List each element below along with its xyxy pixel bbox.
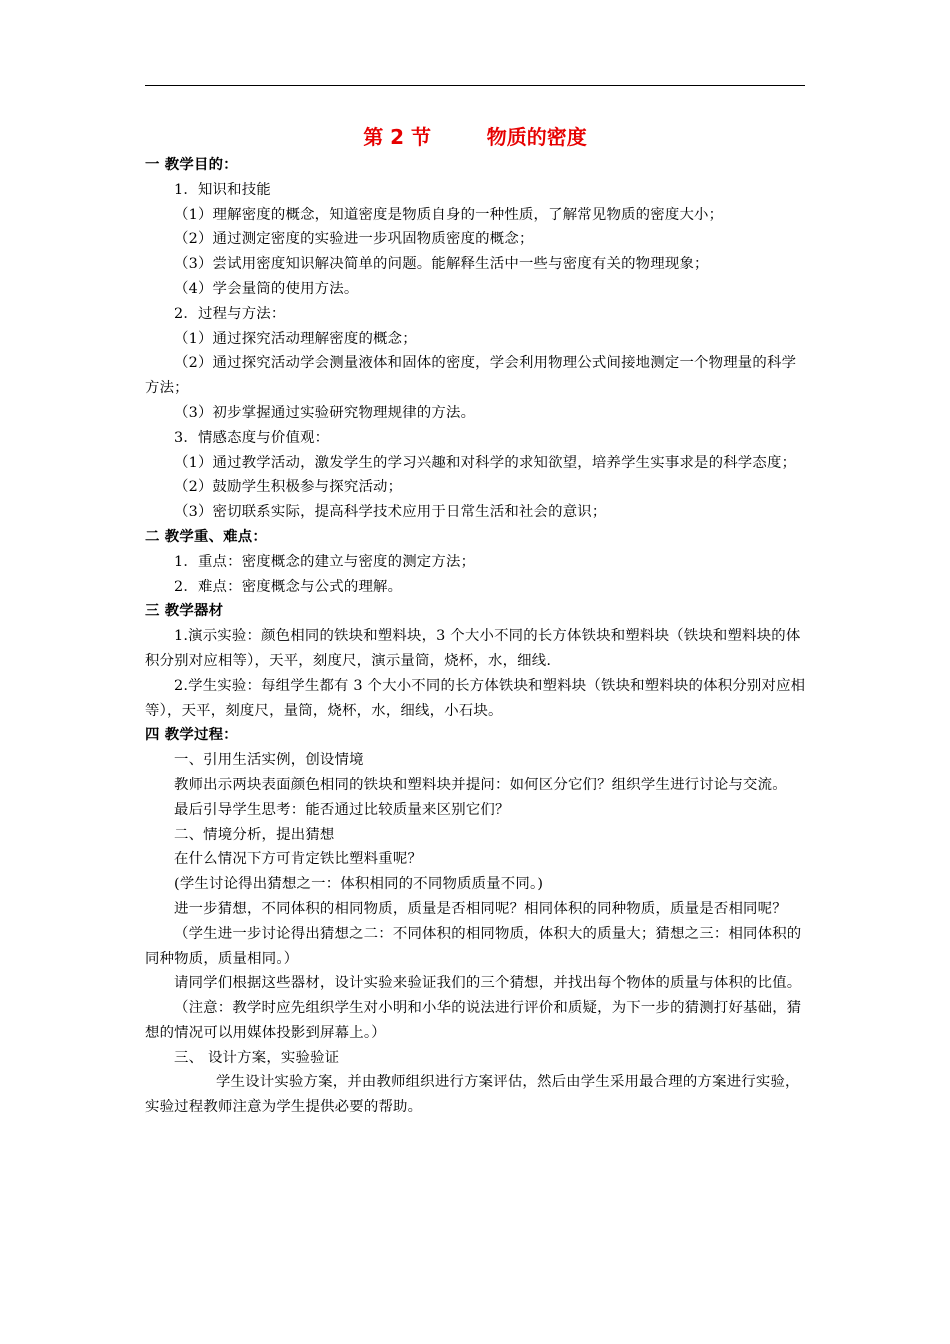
- paragraph: （注意：教学时应先组织学生对小明和小华的说法进行评价和质疑，为下一步的猜测打好基础，猜想的情况可以用媒体投影到屏幕上。）: [145, 1000, 802, 1041]
- paragraph: 1．重点：密度概念的建立与密度的测定方法；: [174, 553, 476, 570]
- paragraph: 3．情感态度与价值观：: [174, 429, 330, 446]
- section-heading: 一 教学目的：: [145, 157, 238, 173]
- paragraph: 2．过程与方法：: [174, 305, 286, 322]
- paragraph: 三、 设计方案，实验验证: [174, 1049, 340, 1066]
- section-heading: 二 教学重、难点：: [145, 528, 267, 545]
- paragraph: 二、情境分析，提出猜想: [174, 826, 335, 843]
- paragraph: （3）尝试用密度知识解决简单的问题。能解释生活中一些与密度有关的物理现象；: [174, 256, 709, 273]
- paragraph: （3）初步掌握通过实验研究物理规律的方法。: [174, 404, 476, 421]
- paragraph: (学生讨论得出猜想之一：体积相同的不同物质质量不同。): [174, 876, 544, 893]
- paragraph: 2．难点：密度概念与公式的理解。: [174, 578, 403, 595]
- paragraph: （2）鼓励学生积极参与探究活动；: [174, 479, 403, 496]
- paragraph: 请同学们根据这些器材，设计实验来验证我们的三个猜想，并找出每个物体的质量与体积的比值。: [174, 975, 802, 992]
- paragraph: （2）通过探究活动学会测量液体和固体的密度，学会利用物理公式间接地测定一个物理量的科学方法；: [145, 355, 797, 397]
- header-rule: [145, 85, 805, 86]
- section-heading: 四 教学过程：: [145, 727, 238, 744]
- paragraph: 学生设计实验方案，并由教师组织进行方案评估，然后由学生采用最合理的方案进行实验，实验过程教师注意为学生提供必要的帮助。: [145, 1074, 800, 1116]
- paragraph: （1）通过教学活动，激发学生的学习兴趣和对科学的求知欲望，培养学生实事求是的科学态度；: [174, 454, 797, 471]
- page-title: 第 2 节 物质的密度: [363, 125, 587, 149]
- section-heading: 三 教学器材: [145, 603, 224, 620]
- document-body: [145, 153, 807, 1120]
- paragraph: 1．知识和技能: [174, 181, 271, 198]
- paragraph: 一、引用生活实例，创设情境: [174, 752, 364, 769]
- paragraph: （4）学会量筒的使用方法。: [174, 280, 359, 297]
- paragraph: 教师出示两块表面颜色相同的铁块和塑料块并提问：如何区分它们？组织学生进行讨论与交流。: [174, 776, 787, 793]
- paragraph: （1）通过探究活动理解密度的概念；: [174, 330, 417, 347]
- paragraph: 进一步猜想，不同体积的相同物质，质量是否相同呢？相同体积的同种物质，质量是否相同呢？: [174, 900, 787, 917]
- paragraph: 在什么情况下方可肯定铁比塑料重呢？: [174, 851, 423, 868]
- paragraph: 最后引导学生思考：能否通过比较质量来区别它们？: [174, 801, 510, 818]
- paragraph: 2.学生实验：每组学生都有 3 个大小不同的长方体铁块和塑料块（铁块和塑料块的体积分别对应相等），天平，刻度尺，量筒，烧杯，水，细线，小石块。: [145, 677, 806, 719]
- paragraph: （学生进一步讨论得出猜想之二：不同体积的相同物质，体积大的质量大；猜想之三：相同体积的同种物质，质量相同。）: [145, 925, 802, 967]
- paragraph: （1）理解密度的概念，知道密度是物质自身的一种性质，了解常见物质的密度大小；: [174, 206, 724, 223]
- paragraph: （2）通过测定密度的实验进一步巩固物质密度的概念；: [174, 231, 534, 248]
- paragraph: 1.演示实验：颜色相同的铁块和塑料块，3 个大小不同的长方体铁块和塑料块（铁块和塑料块的体积分别对应相等），天平，刻度尺，演示量筒，烧杯，水，细线.: [145, 628, 801, 669]
- paragraph: （3）密切联系实际，提高科学技术应用于日常生活和社会的意识；: [174, 504, 607, 521]
